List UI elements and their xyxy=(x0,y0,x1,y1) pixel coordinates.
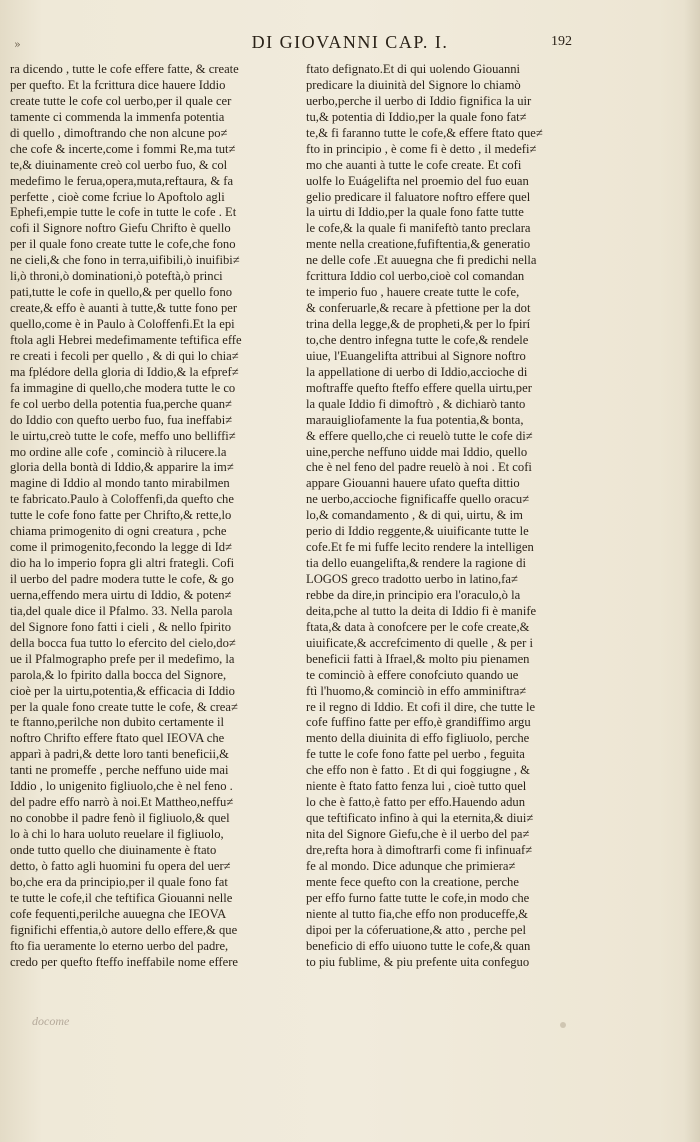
text-line: re il regno di Iddio. Et cofi il dire, che tutte le xyxy=(306,699,536,714)
text-line: que teftificato infino à qui la eternita,& diui≠ xyxy=(306,811,534,826)
right-text-column xyxy=(306,62,562,970)
text-line: cioè per la uirtu,potentia,& efficacia di Iddio xyxy=(10,683,235,698)
text-line: chiama primogenito di ogni creatura , pche xyxy=(10,524,227,539)
text-line: ftola agli Hebrei medefimamente teftifica effe xyxy=(10,332,242,347)
text-line: ftato defignato.Et di qui uolendo Giouanni xyxy=(306,62,521,76)
text-line: che effo non è fatto . Et di qui foggiugne , & xyxy=(306,763,530,778)
text-line: & effere quello,che ci reuelò tutte le cofe di≠ xyxy=(306,428,533,443)
text-line: ftì l'huomo,& cominciò in effo amminiftra≠ xyxy=(306,683,527,698)
text-line: perio di Iddio reggente,& uiuificante tutte le xyxy=(306,524,529,539)
text-line: cofe.Et fe mi fuffe lecito rendere la intelligen xyxy=(306,540,534,555)
text-line: uerbo,perche il uerbo di Iddio fignifica la uir xyxy=(306,93,532,108)
text-line: predicare la diuinità del Signore lo chiamò xyxy=(306,77,521,92)
text-line: li,ò throni,ò dominationi,ò poteftà,ò princi xyxy=(10,269,223,284)
text-line: mo che auanti à tutte le cofe create. Et cofi xyxy=(306,157,522,172)
text-line: re creati i fecoli per quello , & di qui lo chia≠ xyxy=(10,348,239,363)
text-line: cofe fuffino fatte per effo,è grandiffimo argu xyxy=(306,715,531,730)
text-line: apparì à padri,& dette loro tanti beneficii,& xyxy=(10,747,229,762)
text-line: per effo furno fatte tutte le cofe,in modo che xyxy=(306,890,530,905)
text-line: uolfe lo Euágelifta nel proemio del fuo euan xyxy=(306,173,529,188)
text-line: lo,& comandamento , & di qui, uirtu, & im xyxy=(306,508,523,523)
text-line: te tutte le cofe,il che teftifica Giouanni nelle xyxy=(10,890,233,905)
text-line: magine di Iddio al mondo tanto mirabilmen xyxy=(10,476,230,491)
text-line: ftata,& data à conofcere per le cofe create,& xyxy=(306,619,530,634)
text-line: tutte le cofe fono fatte per Chrifto,& rette,lo xyxy=(10,508,232,523)
text-line: create,& effo è auanti à tutte,& tutte fono per xyxy=(10,301,238,316)
folio-number: 192 xyxy=(551,34,572,49)
text-line: della bocca fua tutto lo efercito del cielo,do≠ xyxy=(10,635,236,650)
text-line: il uerbo del padre modera tutte le cofe, & go xyxy=(10,572,234,586)
text-line: te ftanno,perilche non dubito certamente il xyxy=(10,715,225,730)
show-through-text: docome xyxy=(32,1014,70,1028)
text-line: create tutte le cofe col uerbo,per il quale cer xyxy=(10,93,232,108)
text-line: la uirtu di Iddio,per la quale fono fatte tutte xyxy=(306,205,524,220)
text-line: mente fece quefto con la creatione, perche xyxy=(306,874,519,889)
text-line: del Signore fono fatti i cieli , & nello fpirito xyxy=(10,619,232,634)
text-line: uerna,effendo mera uirtu di Iddio, & poten≠ xyxy=(10,587,232,602)
text-line: ne delle cofe .Et auuegna che fi predichi nella xyxy=(306,253,537,268)
margin-mark: » xyxy=(14,38,21,51)
text-line: per la quale fono create tutte le cofe, & crea≠ xyxy=(10,699,238,714)
text-line: te fabricato.Paulo à Coloffenfi,da quefto che xyxy=(10,492,234,507)
text-line: niente al tutto fia,che effo non produceffe,& xyxy=(306,906,528,921)
text-line: uiue, l'Euangelifta attribui al Signore noftro xyxy=(306,348,526,363)
text-line: fe tutte le cofe fono fatte pel uerbo , feguita xyxy=(306,747,525,762)
text-line: mo ordine alle cofe , cominciò à rilucere.la xyxy=(10,444,227,459)
text-line: quello,come è in Paulo à Coloffenfi.Et la epi xyxy=(10,317,235,331)
text-line: mento della diuinita di effo figliuolo, perche xyxy=(306,731,530,746)
text-line: lo à chi lo hara uoluto reuelare il figliuolo, xyxy=(10,827,224,841)
running-header xyxy=(0,30,700,56)
text-line: tia,del quale dice il Pfalmo. 33. Nella parola xyxy=(10,603,233,618)
text-line: la appellatione di uerbo di Iddio,accioche di xyxy=(306,364,528,379)
text-line: per quefto. Et la fcrittura dice hauere Iddio xyxy=(10,77,226,92)
text-line: beneficio di effo uiuono tutte le cofe,& quan xyxy=(306,938,531,953)
text-line: cofe fequenti,perilche auuegna che IEOVA xyxy=(10,906,227,921)
text-line: che è nel feno del padre reuelò à noi . Et cofi xyxy=(306,460,532,475)
text-line: tanti ne promeffe , perche neffuno uide mai xyxy=(10,763,229,778)
text-line: mente nella creatione,fufiftentia,& generatio xyxy=(306,237,531,252)
text-line: ne cieli,& che fono in terra,uifibili,ò inuifibi≠ xyxy=(10,253,240,268)
text-line: uine,perche neffuno uidde mai Iddio, quello xyxy=(306,444,528,459)
left-text-column xyxy=(10,62,292,970)
text-line: tamente ci commenda la immenfa potentia xyxy=(10,109,225,124)
text-line: rebbe da dire,in principio era l'oraculo,ò la xyxy=(306,587,521,602)
text-line: perfette , cioè come fcriue lo Apoftolo agli xyxy=(10,189,225,204)
text-line: credo per quefto fteffo ineffabile nome effere xyxy=(10,954,238,969)
text-line: te imperio fuo , hauere create tutte le cofe, xyxy=(306,285,520,300)
text-line: cofi il Signore noftro Giefu Chrifto è quello xyxy=(10,221,231,236)
text-line: detto, ò fatto agli huomini fu opera del uer≠ xyxy=(10,858,231,873)
text-line: LOGOS greco tradotto uerbo in latino,fa≠ xyxy=(306,572,518,586)
text-line: moftraffe quefto fteffo effere quella uirtu,per xyxy=(306,380,532,395)
text-line: tu,& potentia di Iddio,per la quale fono fat≠ xyxy=(306,109,527,124)
text-line: noftro Chrifto effere ftato quel IEOVA che xyxy=(10,731,225,746)
text-line: fe al mondo. Dice adunque che primiera≠ xyxy=(306,858,516,873)
text-line: te cominciò à effere conofciuto quando ue xyxy=(306,667,519,682)
text-line: uiuificate,& accrefcimento di quelle , & per i xyxy=(306,635,533,650)
text-line: dre,refta hora à dimoftrarfi come fi infinuaf≠ xyxy=(306,842,533,857)
text-line: to,che dentro infegna tutte le cofe,& rendele xyxy=(306,332,529,347)
paper-spot xyxy=(560,1022,566,1028)
text-line: parola,& lo fpirito dalla bocca del Signore, xyxy=(10,667,227,682)
running-title: DI GIOVANNI CAP. I. xyxy=(251,32,449,52)
text-line: gloria della bontà di Iddio,& apparire la im≠ xyxy=(10,460,234,475)
text-line: le uirtu,creò tutte le cofe, meffo uno belliffi≠ xyxy=(10,428,236,443)
text-line: fa immagine di quello,che modera tutte le co xyxy=(10,380,236,395)
text-line: appare Giouanni hauere ufato quefta dittio xyxy=(306,476,520,491)
text-line: fto fia ueramente lo eterno uerbo del padre, xyxy=(10,938,229,953)
text-line: medefimo le ferua,opera,muta,reftaura, & fa xyxy=(10,173,234,188)
text-line: ue il Pfalmographo prefe per il medefimo, la xyxy=(10,651,235,666)
text-line: di quello , dimoftrando che non alcune po≠ xyxy=(10,125,228,140)
text-line: la quale Iddio fi dimoftrò , & dichiarò tanto xyxy=(306,396,526,411)
text-line: ra dicendo , tutte le cofe effere fatte, & create xyxy=(10,62,239,76)
text-line: come il primogenito,fecondo la legge di Id≠ xyxy=(10,540,232,555)
text-line: te,& fi faranno tutte le cofe,& effere ftato que≠ xyxy=(306,125,543,140)
page-edge-shadow xyxy=(684,0,700,1142)
text-line: le cofe,& la quale fi manifeftò tanto preclara xyxy=(306,221,531,236)
text-line: Ephefi,empie tutte le cofe in tutte le cofe . Et xyxy=(10,205,237,220)
text-line: dio ha lo imperio fopra gli altri frategli. Cofi xyxy=(10,556,235,571)
text-line: nita del Signore Giefu,che è il uerbo del pa≠ xyxy=(306,827,530,841)
text-line: dipoi per la cóferuatione,& atto , perche pel xyxy=(306,922,526,937)
text-line: marauigliofamente la fua potentia,& bonta, xyxy=(306,412,524,427)
text-line: te,& diuinamente creò col uerbo fuo, & col xyxy=(10,157,228,172)
text-line: trina della legge,& de propheti,& per lo fpirí xyxy=(306,317,531,331)
text-line: onde tutto quello che diuinamente è ftato xyxy=(10,842,217,857)
text-line: per il quale fono create tutte le cofe,che fono xyxy=(10,237,236,252)
text-line: no conobbe il padre fenò il figliuolo,& quel xyxy=(10,811,230,826)
text-line: bo,che era da principio,per il quale fono fat xyxy=(10,874,228,889)
text-line: tia dello euangelifta,& rendere la ragione di xyxy=(306,556,526,571)
text-line: che cofe & incerte,come i fommi Re,ma tut≠ xyxy=(10,141,236,156)
text-line: pati,tutte le cofe in quello,& per quello fono xyxy=(10,285,233,300)
text-line: & conferuarle,& recare à pfettione per la dot xyxy=(306,301,531,316)
text-line: fe col uerbo della potentia fua,perche quan≠ xyxy=(10,396,232,411)
text-line: deita,pche al tutto la deita di Iddio fi è manife xyxy=(306,603,537,618)
text-line: Iddio , lo unigenito figliuolo,che è nel feno . xyxy=(10,779,233,794)
text-line: do Iddio con quefto uerbo fuo, fua ineffabi≠ xyxy=(10,412,233,427)
text-line: fto in principio , è come fi è detto , il medefi≠ xyxy=(306,141,537,156)
text-line: gelio predicare il faluatore noftro effere quel xyxy=(306,189,531,204)
text-line: to piu fublime, & piu prefente uita confeguo xyxy=(306,954,530,969)
text-line: ma fplédore della gloria di Iddio,& la efpref≠ xyxy=(10,364,239,379)
text-line: beneficii fatti à Ifrael,& molto piu pienamen xyxy=(306,651,530,666)
text-line: lo che è fatto,è fatto per effo.Hauendo adun xyxy=(306,795,526,810)
text-line: fcrittura Iddio col uerbo,cioè col comandan xyxy=(306,269,525,284)
text-line: del padre effo narrò à noi.Et Mattheo,neffu≠ xyxy=(10,795,234,810)
text-line: niente è ftato fatto fenza lui , cioè tutto quel xyxy=(306,779,527,794)
text-line: fignifichi effentia,ò autore dello effere,& que xyxy=(10,922,238,937)
text-line: ne uerbo,accioche fignificaffe quello oracu≠ xyxy=(306,492,530,507)
